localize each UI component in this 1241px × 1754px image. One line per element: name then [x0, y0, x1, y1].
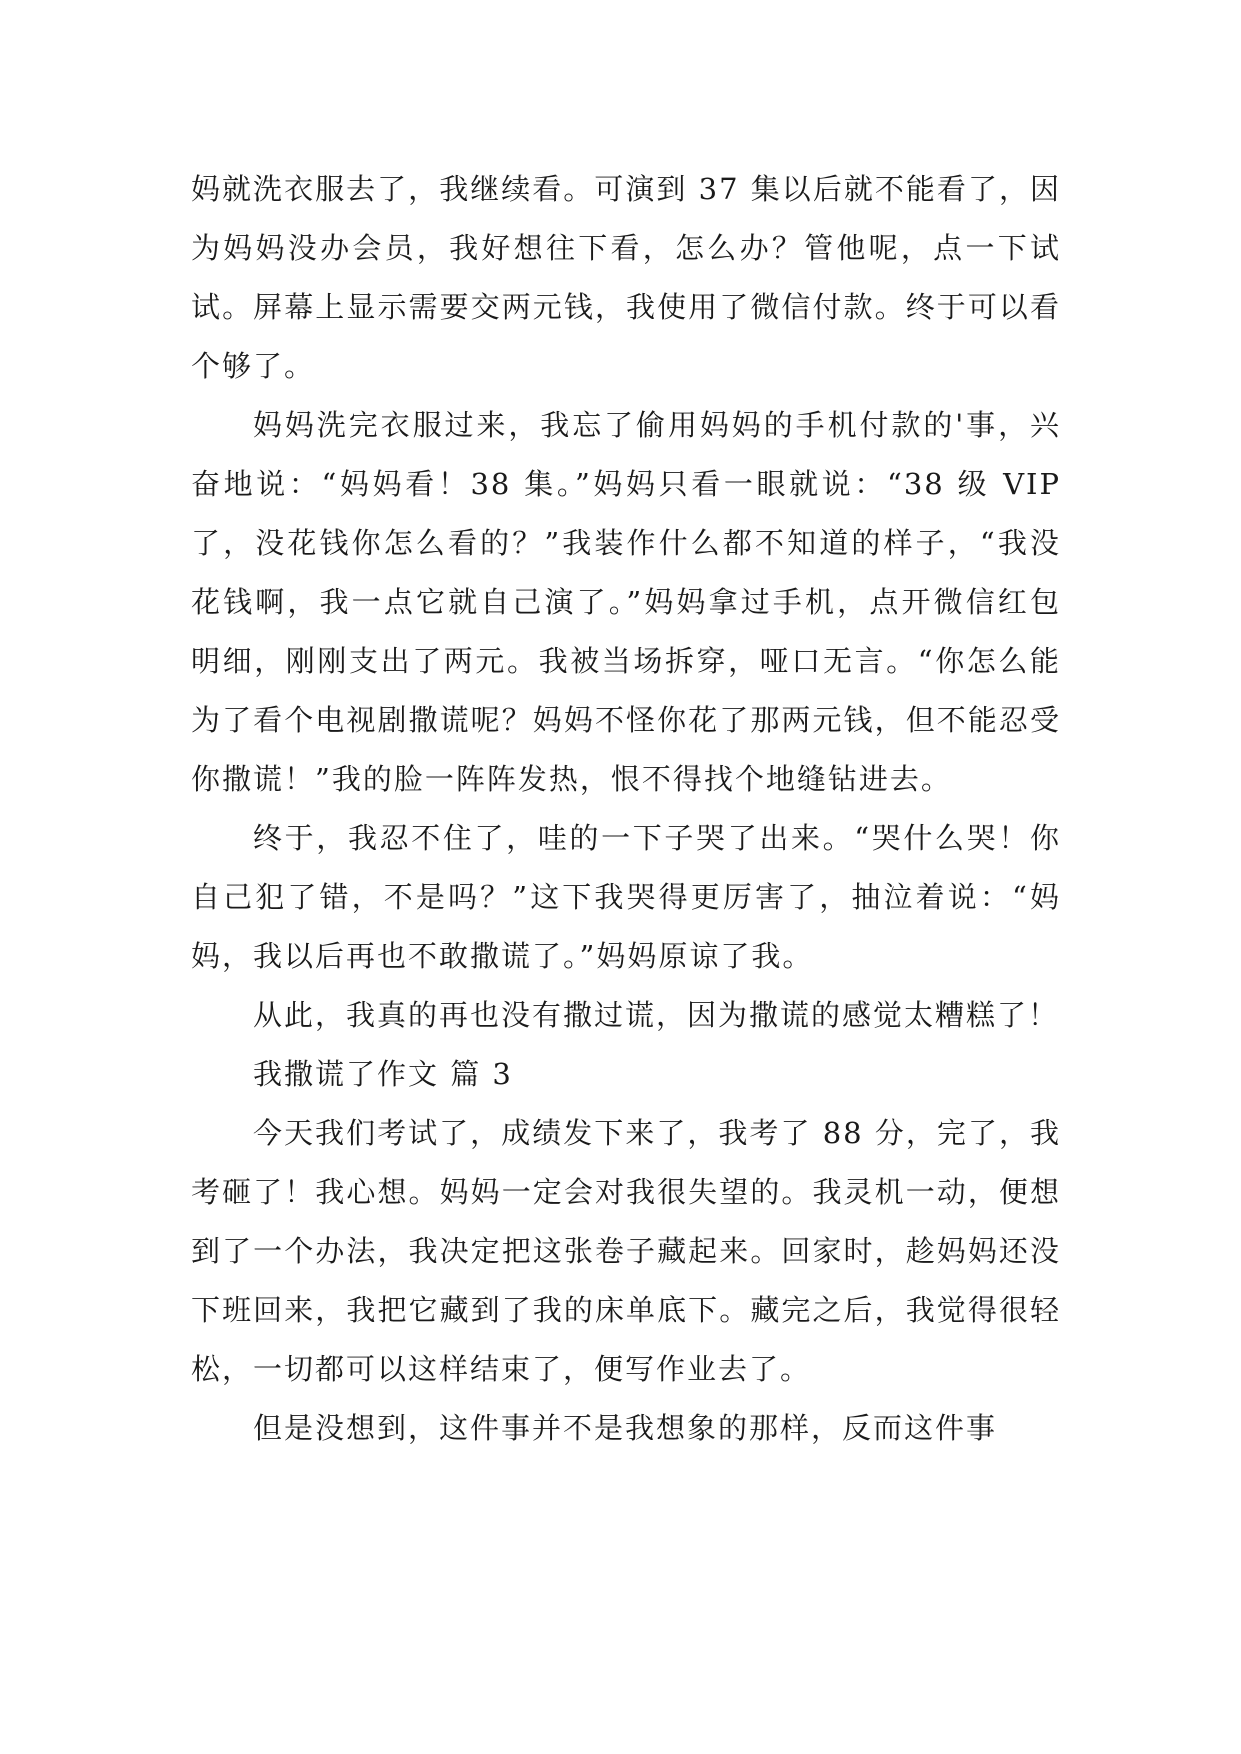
section-heading: 我撒谎了作文 篇 3	[253, 1057, 513, 1091]
paragraph: 从此，我真的再也没有撒过谎，因为撒谎的感觉太糟糕了！	[253, 998, 1060, 1032]
paragraph: 终于，我忍不住了，哇的一下子哭了出来。“哭什么哭！你自己犯了错，不是吗？”这下我哭得更厉害了，抽泣着说：“妈妈，我以后再也不敢撒谎了。”妈妈原谅了我。	[191, 821, 1061, 973]
paragraph-continued: 妈就洗衣服去了，我继续看。可演到 37 集以后就不能看了，因为妈妈没办会员，我好想往下看，怎么办？管他呢，点一下试试。屏幕上显示需要交两元钱，我使用了微信付款。终于可以看个够了。	[191, 172, 1061, 383]
document-body	[191, 160, 1061, 1458]
paragraph: 妈妈洗完衣服过来，我忘了偷用妈妈的手机付款的'事，兴奋地说：“妈妈看！38 集。”妈妈只看一眼就说：“38 级 VIP 了，没花钱你怎么看的？”我装作什么都不知道的样子，“我没花钱啊，我一点它就自己演了。”妈妈拿过手机，点开微信红包明细，刚刚支出了两元。我被当场拆穿，哑口无言。“你怎么能为了看个电视剧撒谎呢？妈妈不怪你花了那两元钱，但不能忍受你撒谎！”我的脸一阵阵发热，恨不得找个地缝钻进去。	[191, 408, 1061, 796]
paragraph: 但是没想到，这件事并不是我想象的那样，反而这件事	[253, 1411, 998, 1445]
paragraph: 今天我们考试了，成绩发下来了，我考了 88 分，完了，我考砸了！我心想。妈妈一定会对我很失望的。我灵机一动，便想到了一个办法，我决定把这张卷子藏起来。回家时，趁妈妈还没下班回来，我把它藏到了我的床单底下。藏完之后，我觉得很轻松，一切都可以这样结束了，便写作业去了。	[191, 1116, 1061, 1386]
